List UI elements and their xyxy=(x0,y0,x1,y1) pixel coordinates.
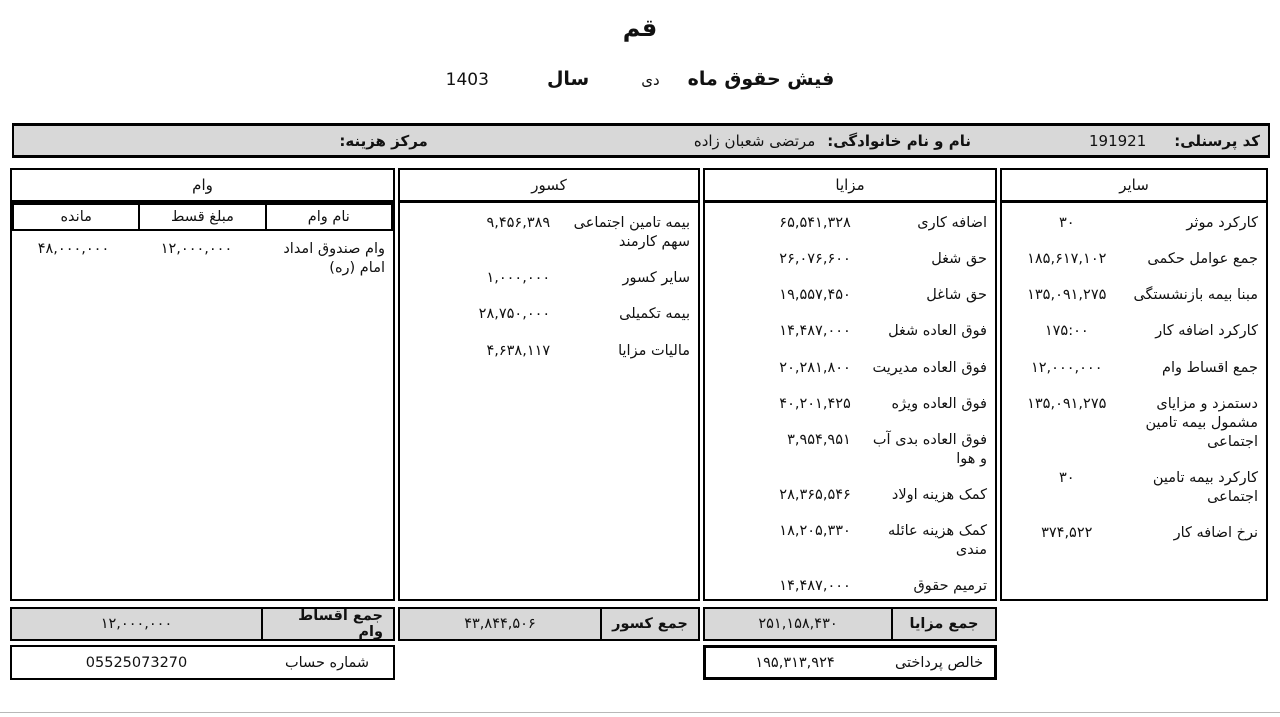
row-value: ۱۸,۲۰۵,۳۳۰ xyxy=(779,523,851,540)
row-value: ۹,۴۵۶,۳۸۹ xyxy=(486,215,551,231)
row-value: ۳۰ xyxy=(1058,470,1075,486)
row-value: ۴۰,۲۰۱,۴۲۵ xyxy=(779,395,851,412)
deductions-section-body xyxy=(400,203,698,369)
payslip-subtitle xyxy=(0,68,1280,90)
year-value: 1403 xyxy=(445,70,489,90)
loan-installment-column-header: مبلغ قسط xyxy=(138,203,266,231)
full-name-label: نام و نام خانوادگی: xyxy=(827,131,971,150)
row-label: کارکرد اضافه کار xyxy=(1155,323,1258,340)
row-label: مبنا بیمه بازنشستگی xyxy=(1133,287,1258,304)
row-label: جمع عوامل حکمی xyxy=(1147,251,1258,268)
row-value: ۲۸,۷۵۰,۰۰۰ xyxy=(478,306,551,323)
row-value: ۳۰ xyxy=(1058,215,1075,231)
row-label: فوق العاده مدیریت xyxy=(872,359,987,376)
row-value: ۱۷۵:۰۰ xyxy=(1044,323,1089,340)
row-value: ۱۴,۴۸۷,۰۰۰ xyxy=(779,578,851,595)
table-row xyxy=(12,231,393,280)
row-value: ۱۴,۴۸۷,۰۰۰ xyxy=(779,323,851,340)
row-value: ۶۵,۵۴۱,۳۲۸ xyxy=(779,215,851,231)
city-title: قم xyxy=(622,14,658,42)
row-label: حق شاغل xyxy=(926,287,987,304)
loan-installments-total-row xyxy=(10,607,395,641)
row-label: کمک هزینه اولاد xyxy=(891,487,987,503)
row-label: فوق العاده بدی آب و هوا xyxy=(872,431,987,467)
loan-installments-total-label: جمع اقساط وام xyxy=(261,609,393,639)
benefits-section-body xyxy=(705,203,995,605)
account-number-row xyxy=(10,645,395,680)
table-row xyxy=(705,241,995,277)
table-row xyxy=(705,477,995,513)
loan-subheader-row xyxy=(12,203,393,231)
benefits-total-value: ۲۵۱,۱۵۸,۴۳۰ xyxy=(758,616,838,632)
table-row xyxy=(400,296,698,332)
row-label: حق شغل xyxy=(931,251,987,268)
row-value: ۱۳۵,۰۹۱,۲۷۵ xyxy=(1027,395,1107,412)
row-label: جمع اقساط وام xyxy=(1161,359,1258,376)
table-row xyxy=(1002,460,1266,515)
table-row xyxy=(400,333,698,369)
row-label: فوق العاده شغل xyxy=(888,323,987,340)
row-value: ۱,۰۰۰,۰۰۰ xyxy=(486,270,551,287)
row-value: ۴,۶۳۸,۱۱۷ xyxy=(486,342,551,359)
other-section-title: سایر xyxy=(1002,170,1266,203)
table-row xyxy=(705,422,995,477)
deductions-total-label: جمع کسور xyxy=(600,609,698,639)
benefits-section-title: مزایا xyxy=(705,170,995,203)
full-name-group xyxy=(694,132,971,150)
cost-center-label: مرکز هزینه: xyxy=(339,131,428,150)
table-row xyxy=(705,313,995,349)
subtitle-label: فیش حقوق ماه xyxy=(687,68,835,90)
table-row xyxy=(400,260,698,296)
row-value: ۱۸۵,۶۱۷,۱۰۲ xyxy=(1027,251,1107,268)
table-row xyxy=(705,568,995,604)
table-row xyxy=(1002,386,1266,460)
row-value: ۳۷۴,۵۲۲ xyxy=(1041,525,1093,542)
loan-section-title: وام xyxy=(12,170,393,203)
row-label: بیمه تکمیلی xyxy=(619,306,690,323)
table-row xyxy=(705,513,995,568)
row-value: ۳,۹۵۴,۹۵۱ xyxy=(787,431,851,448)
loan-installments-total-value: ۱۲,۰۰۰,۰۰۰ xyxy=(100,616,173,632)
benefits-total-row xyxy=(703,607,997,641)
row-label: مالیات مزایا xyxy=(618,342,690,359)
table-row xyxy=(705,205,995,241)
table-row xyxy=(1002,277,1266,313)
deductions-total-value: ۴۳,۸۴۴,۵۰۶ xyxy=(464,616,536,632)
table-row xyxy=(400,205,698,260)
account-number-value: 05525073270 xyxy=(85,654,188,671)
table-row xyxy=(705,350,995,386)
row-label: فوق العاده ویژه xyxy=(891,395,987,412)
row-label: اضافه کاری xyxy=(917,215,987,231)
loan-balance-value: ۴۸,۰۰۰,۰۰۰ xyxy=(37,241,110,257)
row-label: بیمه تامین اجتماعی سهم کارمند xyxy=(573,215,690,251)
benefits-section xyxy=(703,168,997,601)
table-row xyxy=(705,277,995,313)
personnel-code-value: 191921 xyxy=(1088,131,1147,150)
employee-header-band xyxy=(12,123,1270,158)
month-value: دی xyxy=(641,71,660,89)
loan-balance-column-header: مانده xyxy=(12,203,140,231)
loan-installment-value: ۱۲,۰۰۰,۰۰۰ xyxy=(160,241,233,257)
net-pay-row xyxy=(703,645,997,680)
loan-name-value: وام صندوق امداد امام (ره) xyxy=(283,241,385,276)
full-name-value: مرتضی شعبان زاده xyxy=(693,131,816,150)
deductions-section xyxy=(398,168,700,601)
table-row xyxy=(1002,241,1266,277)
other-section xyxy=(1000,168,1268,601)
row-value: ۲۸,۳۶۵,۵۴۶ xyxy=(779,487,851,503)
table-row xyxy=(1002,205,1266,241)
personnel-code-group xyxy=(1089,132,1260,150)
cost-center-group xyxy=(311,132,427,150)
row-label: دستمزد و مزایای مشمول بیمه تامین اجتماعی xyxy=(1145,395,1258,450)
row-label: ترمیم حقوق xyxy=(913,578,987,595)
row-label: سایر کسور xyxy=(622,270,690,287)
deductions-total-row xyxy=(398,607,700,641)
row-value: ۲۰,۲۸۱,۸۰۰ xyxy=(779,359,851,376)
table-row xyxy=(705,386,995,422)
row-label: نرخ اضافه کار xyxy=(1173,525,1258,542)
page-bottom-divider xyxy=(0,712,1280,713)
row-label: کارکرد موثر xyxy=(1186,215,1258,231)
net-pay-value: ۱۹۵,۳۱۳,۹۲۴ xyxy=(755,654,835,671)
row-value: ۱۳۵,۰۹۱,۲۷۵ xyxy=(1027,287,1107,304)
loan-section xyxy=(10,168,395,601)
year-label: سال xyxy=(546,68,590,90)
row-label: کمک هزینه عائله مندی xyxy=(888,523,987,559)
row-value: ۱۹,۵۵۷,۴۵۰ xyxy=(779,287,851,304)
table-row xyxy=(1002,313,1266,349)
other-section-body xyxy=(1002,203,1266,551)
account-number-label: شماره حساب xyxy=(284,654,370,671)
row-value: ۲۶,۰۷۶,۶۰۰ xyxy=(779,251,851,268)
table-row xyxy=(1002,350,1266,386)
row-value: ۱۲,۰۰۰,۰۰۰ xyxy=(1030,359,1103,376)
deductions-section-title: کسور xyxy=(400,170,698,203)
table-row xyxy=(1002,515,1266,551)
loan-name-column-header: نام وام xyxy=(265,203,393,231)
net-pay-label: خالص پرداختی xyxy=(894,654,984,671)
row-label: کارکرد بیمه تامین اجتماعی xyxy=(1152,470,1258,506)
personnel-code-label: کد پرسنلی: xyxy=(1174,131,1260,150)
benefits-total-label: جمع مزایا xyxy=(891,609,995,639)
